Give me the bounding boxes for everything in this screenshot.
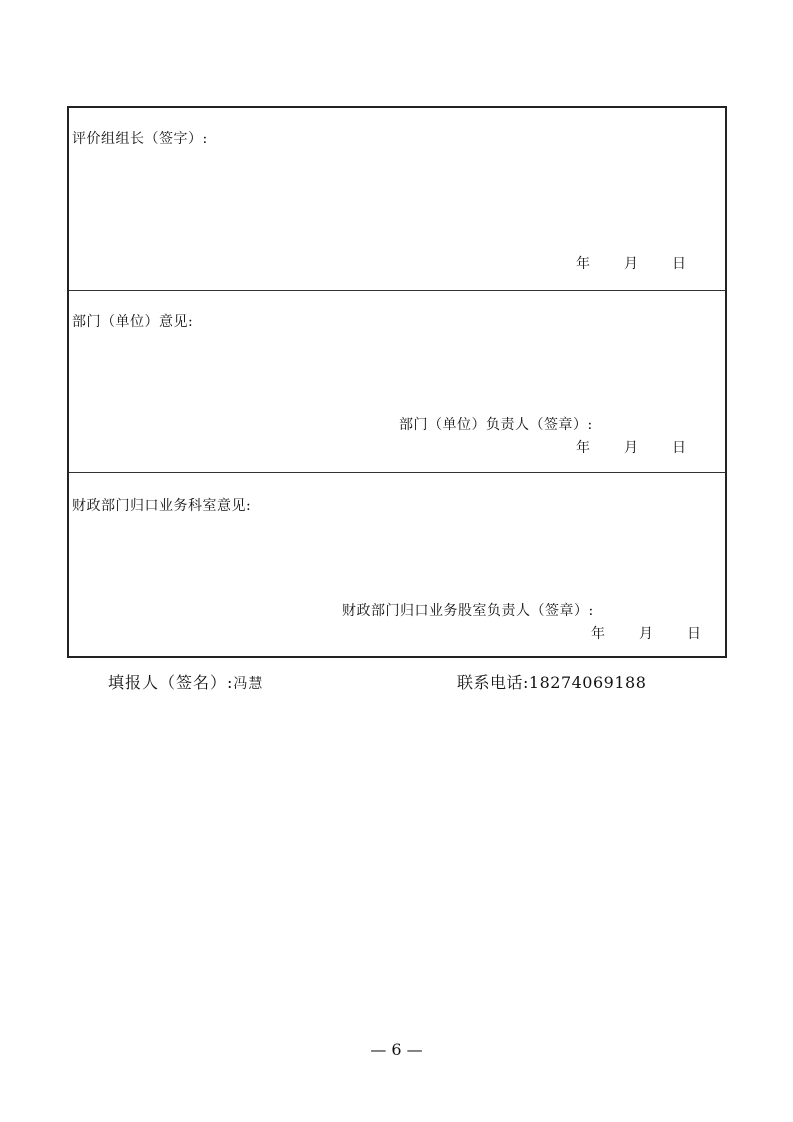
date-month-label: 月 xyxy=(639,626,653,642)
date-day-label: 日 xyxy=(672,440,686,456)
date-year-label: 年 xyxy=(591,626,605,642)
finance-office-opinion-section xyxy=(69,473,725,658)
approval-form-table xyxy=(67,106,727,658)
date-year-label: 年 xyxy=(576,256,590,272)
department-opinion-section xyxy=(69,291,725,473)
date-month-label: 月 xyxy=(624,256,638,272)
finance-office-signer-label: 财政部门归口业务股室负责人（签章）: xyxy=(342,603,594,619)
date-day-label: 日 xyxy=(687,626,701,642)
finance-office-opinion-date xyxy=(591,623,701,643)
page-number: — 6 — xyxy=(370,1040,423,1059)
contact-label: 联系电话: xyxy=(457,673,529,692)
department-signer-label: 部门（单位）负责人（签章）: xyxy=(399,417,593,433)
filler-label: 填报人（签名）: xyxy=(108,673,234,692)
evaluation-leader-date xyxy=(576,253,686,273)
finance-office-opinion-label: 财政部门归口业务科室意见: xyxy=(72,498,252,514)
date-year-label: 年 xyxy=(576,440,590,456)
department-opinion-label: 部门（单位）意见: xyxy=(72,314,194,330)
date-month-label: 月 xyxy=(624,440,638,456)
contact-phone: 18274069188 xyxy=(528,673,647,692)
filler-name: 冯慧 xyxy=(233,676,264,692)
filler-signature xyxy=(108,670,263,693)
department-opinion-date xyxy=(576,437,686,457)
contact-phone-line xyxy=(457,670,646,693)
evaluation-leader-section xyxy=(69,108,725,291)
evaluation-leader-label: 评价组组长（签字）: xyxy=(72,131,208,147)
date-day-label: 日 xyxy=(672,256,686,272)
